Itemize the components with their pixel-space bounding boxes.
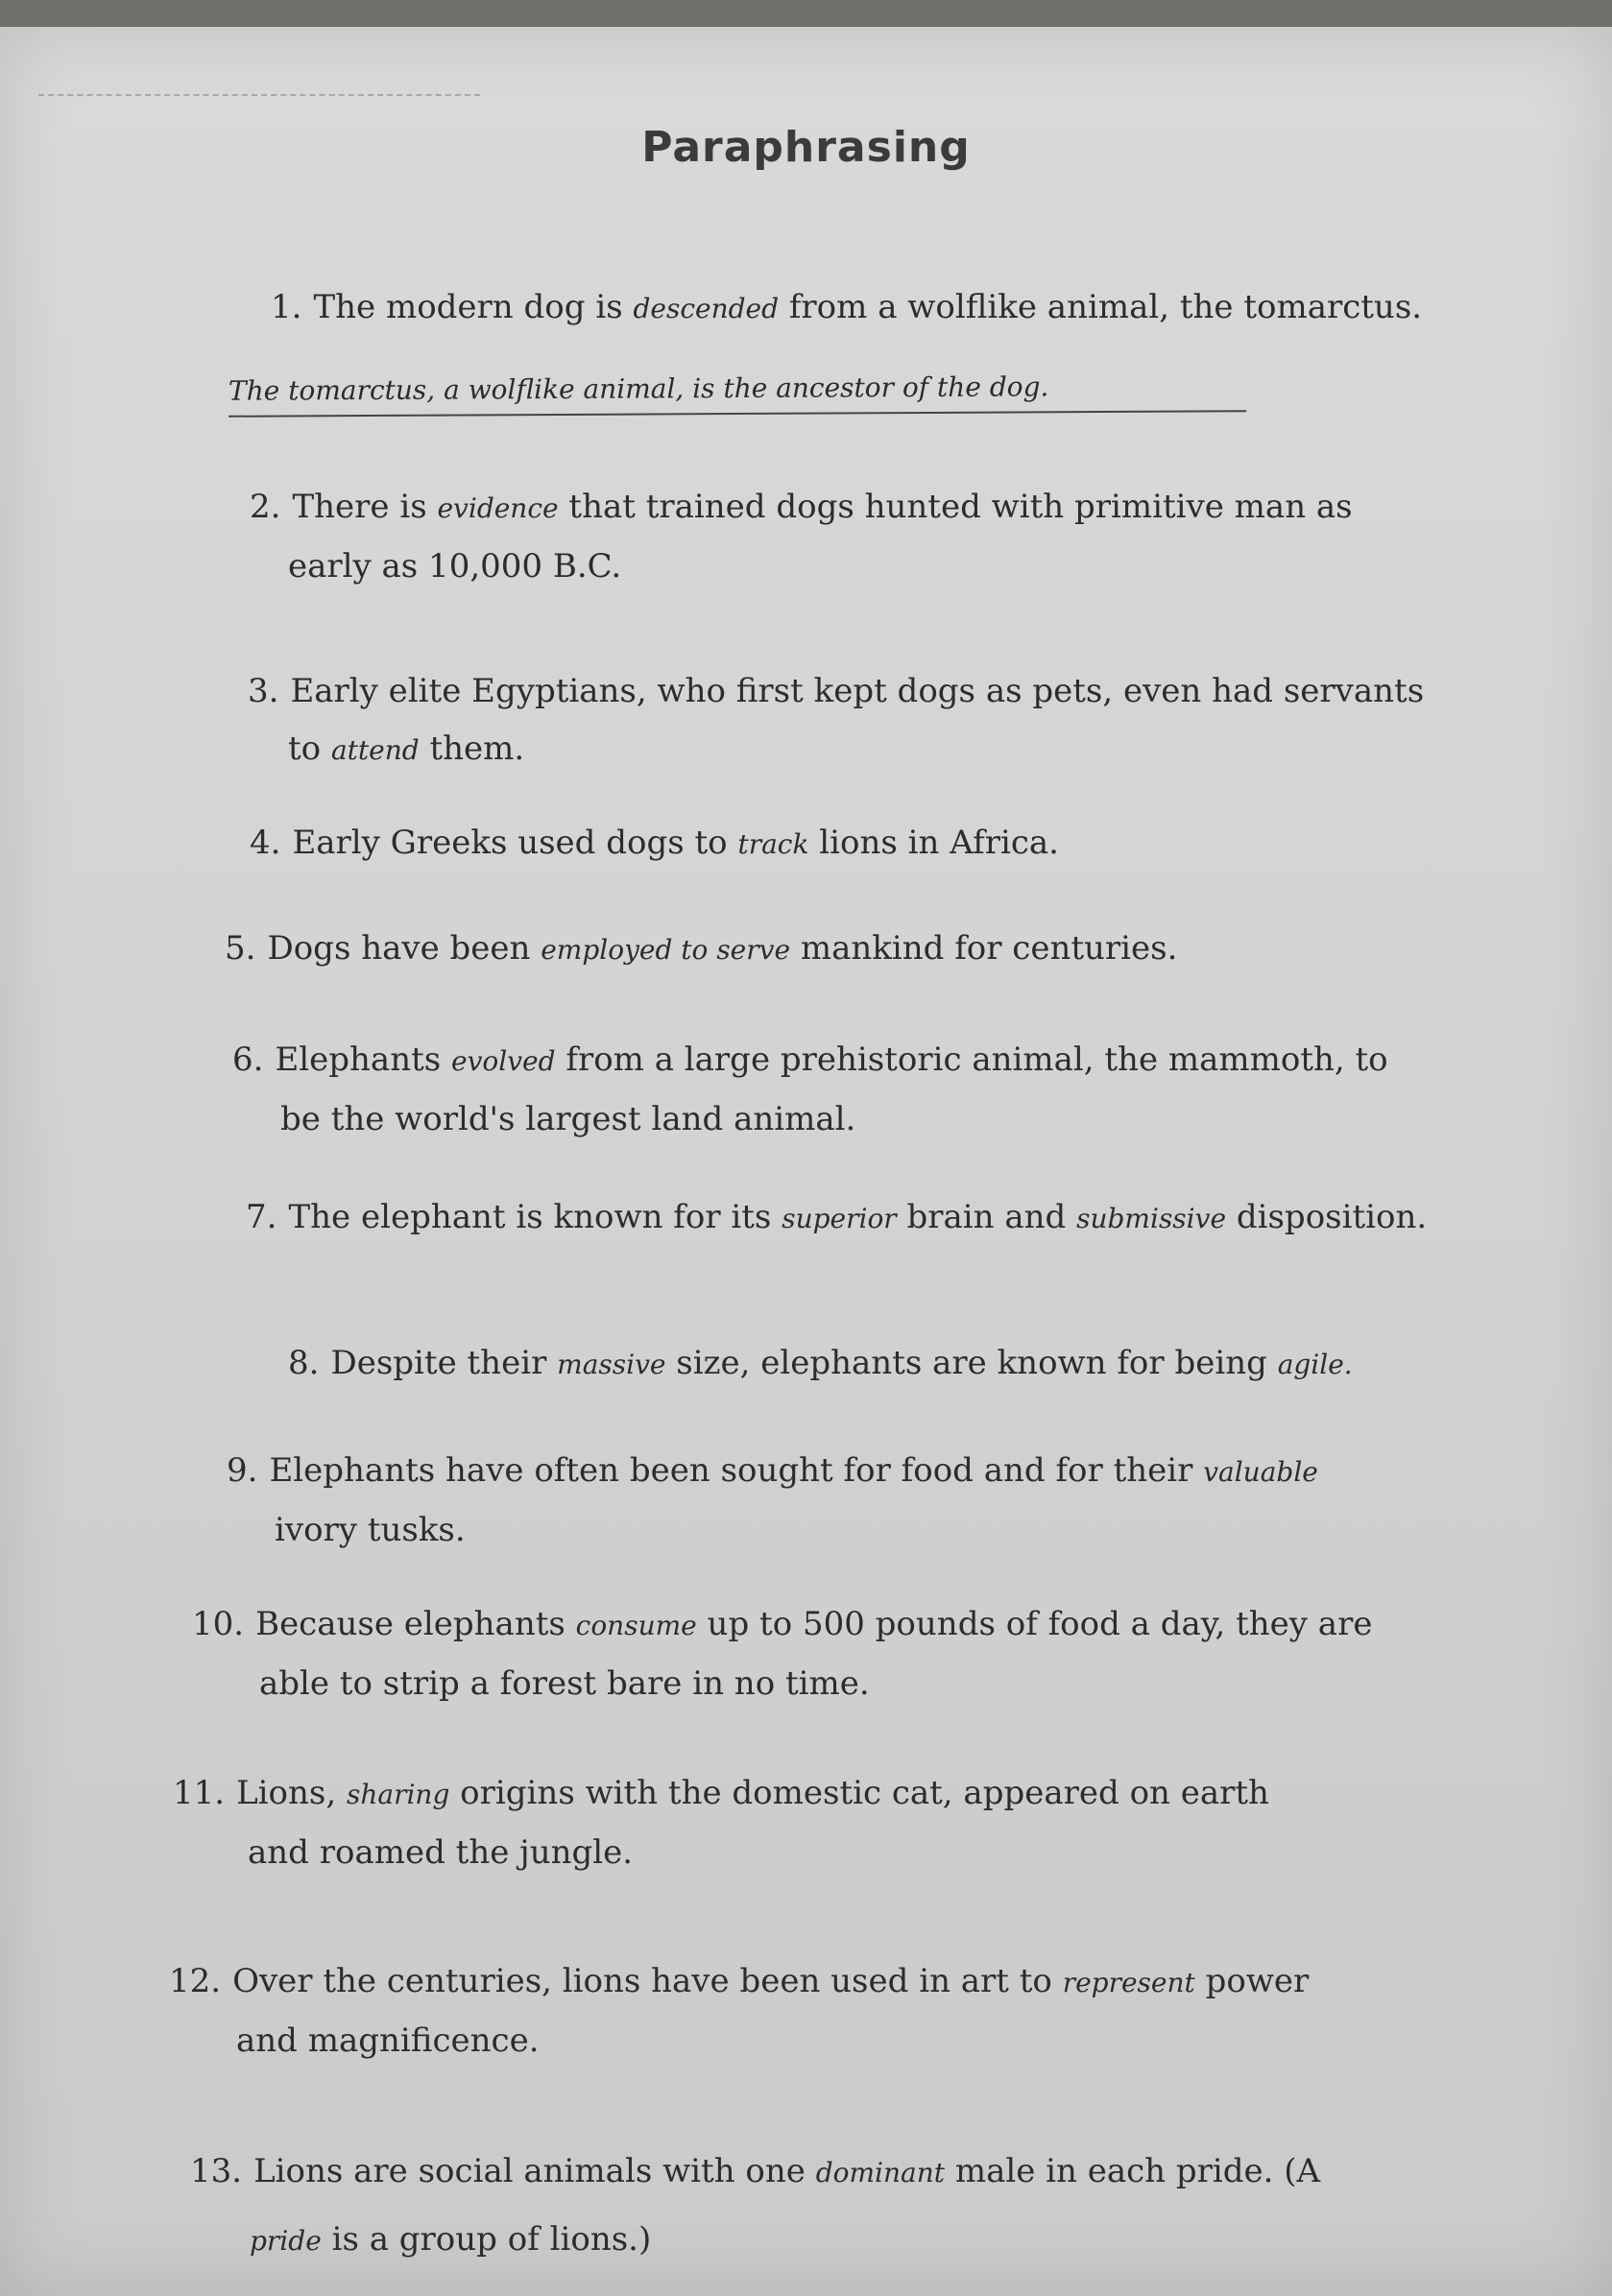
sentence-number: 1. [271, 288, 302, 326]
sentence-text: Dogs have been [267, 929, 541, 968]
sentence-text: Over the centuries, lions have been used in art to [232, 1962, 1063, 2000]
page-title: Paraphrasing [641, 123, 971, 172]
sentence-12 [169, 1952, 1309, 2069]
sentence-10 [192, 1595, 1372, 1712]
sentence-text: Early elite Egyptians, who first kept dogs as pets, even had servants [290, 672, 1425, 710]
sentence-continuation: early as 10,000 B.C. [288, 547, 622, 586]
target-word: evolved [451, 1045, 556, 1077]
sentence-1 [271, 278, 1422, 338]
sentence-number: 6. [232, 1040, 264, 1079]
sentence-text: Because elephants [255, 1605, 576, 1643]
sentence-text: mankind for centuries. [790, 929, 1178, 968]
sentence-continuation [248, 720, 1424, 779]
sentence-continuation: ivory tusks. [275, 1511, 466, 1549]
sentence-number: 3. [248, 672, 279, 710]
target-word: evidence [437, 492, 559, 524]
target-word: submissive [1076, 1203, 1227, 1234]
sentence-text: Lions, [236, 1774, 347, 1812]
target-word: massive [557, 1349, 666, 1380]
worksheet-page [0, 27, 1612, 2296]
sentence-text: origins with the domestic cat, appeared on earth [449, 1774, 1269, 1812]
sentence-number: 13. [190, 2152, 243, 2190]
sentence-number: 8. [288, 1344, 320, 1382]
sentence-8 [288, 1334, 1353, 1394]
sentence-5 [225, 920, 1177, 979]
continuation-text: is a group of lions.) [321, 2220, 652, 2259]
sentence-continuation: and magnificence. [236, 2021, 540, 2060]
sentence-text: Despite their [330, 1344, 558, 1382]
target-word: attend [330, 734, 420, 766]
sentence-number: 12. [169, 1962, 222, 2000]
target-word: descended [633, 293, 780, 324]
target-word: valuable [1203, 1456, 1318, 1488]
sentence-number: 4. [250, 824, 281, 862]
target-word: sharing [346, 1779, 450, 1810]
sentence-text: disposition. [1226, 1198, 1428, 1236]
sentence-text: from a large prehistoric animal, the mammoth, to [555, 1040, 1388, 1079]
sentence-text: The modern dog is [313, 288, 634, 326]
sentence-number: 2. [250, 488, 281, 526]
target-word: track [737, 828, 809, 860]
sentence-continuation: be the world's largest land animal. [280, 1100, 856, 1138]
sentence-text: The elephant is known for its [288, 1198, 782, 1236]
sentence-number: 10. [192, 1605, 245, 1643]
sentence-text: brain and [896, 1198, 1077, 1236]
continuation-text: to [288, 729, 331, 768]
sentence-text: power [1194, 1962, 1310, 2000]
continuation-text: them. [419, 729, 525, 768]
target-word: dominant [815, 2157, 946, 2188]
sentence-9 [227, 1442, 1318, 1559]
sentence-continuation [190, 2202, 1320, 2279]
sentence-text: Elephants [275, 1040, 452, 1079]
target-word: represent [1062, 1967, 1195, 1998]
target-word: agile. [1277, 1349, 1353, 1380]
sentence-text: size, elephants are known for being [665, 1344, 1278, 1382]
sentence-text: male in each pride. (A [945, 2152, 1321, 2190]
sentence-text: There is [292, 488, 438, 526]
top-dashed-rule [38, 94, 480, 96]
sentence-text: Elephants have often been sought for food and for their [269, 1451, 1204, 1490]
sentence-number: 5. [225, 929, 256, 968]
sentence-number: 11. [173, 1774, 226, 1812]
target-word: employed to serve [541, 934, 791, 966]
sentence-2 [250, 478, 1353, 595]
sentence-continuation: and roamed the jungle. [248, 1833, 634, 1872]
target-word: consume [575, 1610, 697, 1641]
sentence-text: Lions are social animals with one [253, 2152, 816, 2190]
sentence-text: up to 500 pounds of food a day, they are [696, 1605, 1373, 1643]
target-word: pride [250, 2225, 322, 2257]
sentence-number: 9. [227, 1451, 258, 1490]
sentence-continuation: able to strip a forest bare in no time. [259, 1664, 870, 1703]
sentence-6 [232, 1031, 1388, 1148]
sentence-text: that trained dogs hunted with primitive man as [558, 488, 1353, 526]
sentence-4 [250, 814, 1059, 873]
sentence-7 [246, 1188, 1427, 1248]
answer-line-1[interactable]: The tomarctus, a wolflike animal, is the ancestor of the dog. [229, 362, 1246, 418]
sentence-3 [248, 662, 1424, 779]
sentence-number: 7. [246, 1198, 277, 1236]
sentence-13 [190, 2142, 1320, 2279]
sentence-11 [173, 1764, 1269, 1881]
sentence-text: from a wolflike animal, the tomarctus. [779, 288, 1423, 326]
sentence-text: Early Greeks used dogs to [292, 824, 738, 862]
target-word: superior [782, 1203, 897, 1234]
sentence-text: lions in Africa. [808, 824, 1059, 862]
